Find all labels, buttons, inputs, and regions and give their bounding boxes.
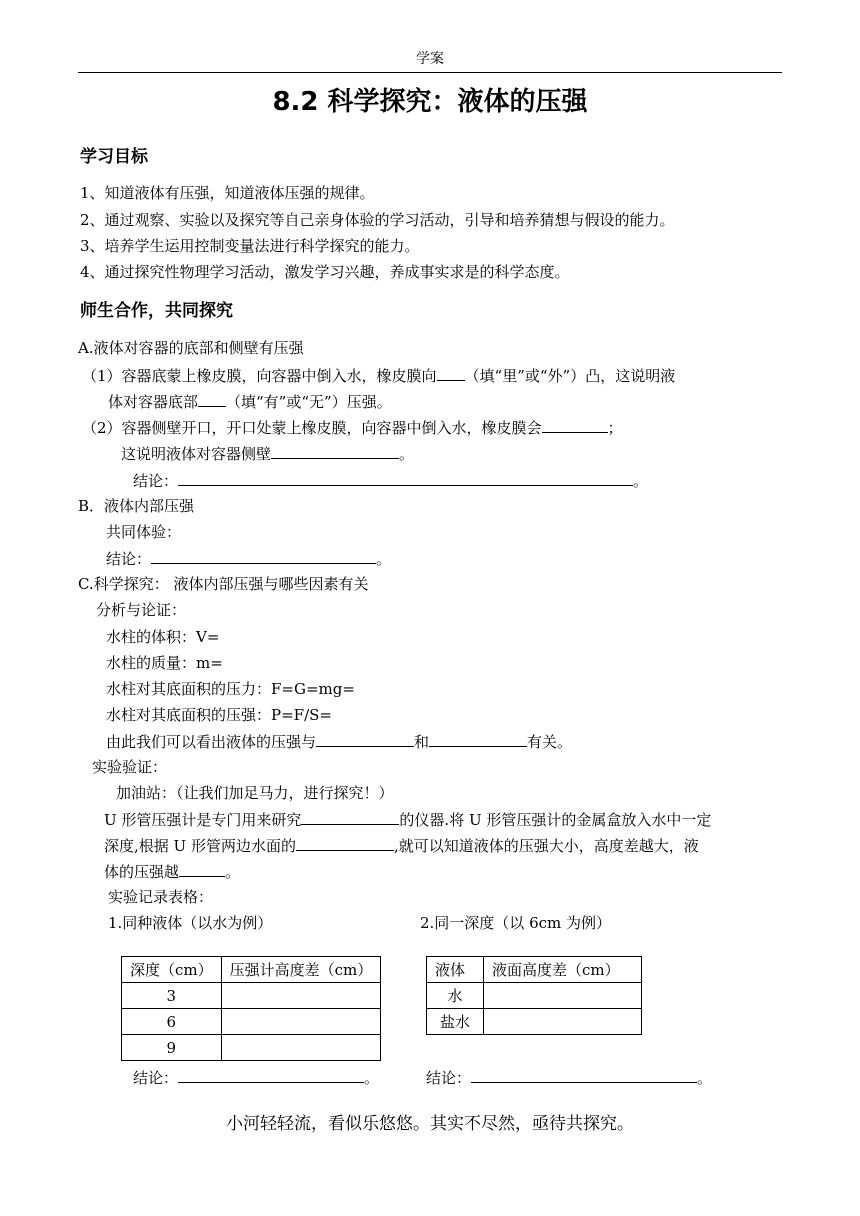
section-c-verify: 实验验证： bbox=[92, 758, 168, 776]
table-header-cell: 深度（cm） bbox=[122, 957, 222, 983]
blank-u-tube-purpose[interactable] bbox=[301, 809, 399, 825]
blank-a-conclusion[interactable] bbox=[178, 470, 633, 486]
u-tube-line-3 bbox=[104, 861, 240, 882]
table-row bbox=[122, 1009, 381, 1035]
table2-same-depth bbox=[426, 956, 642, 1035]
table-cell-height-diff[interactable] bbox=[221, 1035, 381, 1061]
footer-verse: 小河轻轻流，看似乐悠悠。其实不尽然，亟待共探究。 bbox=[226, 1114, 634, 1134]
objectives-heading: 学习目标 bbox=[80, 147, 148, 167]
table-row bbox=[427, 1009, 642, 1035]
table1-caption: 1.同种液体（以水为例） bbox=[108, 914, 273, 932]
table-cell-depth: 3 bbox=[122, 983, 222, 1009]
table-cell-height-diff[interactable] bbox=[484, 1009, 642, 1035]
q1-text-4: （填“有”或“无”）压强。 bbox=[226, 393, 392, 411]
conclusion-label: 结论： bbox=[106, 550, 152, 568]
u-tube-line-1 bbox=[104, 809, 711, 830]
table-cell-liquid: 盐水 bbox=[427, 1009, 484, 1035]
table2-conclusion bbox=[426, 1067, 712, 1088]
water-column-mass: 水柱的质量：m= bbox=[106, 654, 223, 672]
section-a-q2-line2 bbox=[121, 443, 414, 464]
table-cell-depth: 9 bbox=[122, 1035, 222, 1061]
pressure-factors-line bbox=[106, 731, 572, 752]
section-c-station: 加油站：（让我们加足马力，进行探究！） bbox=[116, 784, 394, 802]
table-header-cell: 液面高度差（cm） bbox=[484, 957, 642, 983]
u-tube-text-1: U 形管压强计是专门用来研究 bbox=[104, 811, 302, 829]
factors-text-1: 由此我们可以看出液体的压强与 bbox=[106, 733, 317, 751]
table-header-row bbox=[122, 957, 381, 983]
page-title: 8.2 科学探究：液体的压强 bbox=[272, 87, 588, 117]
q2-text-3: 这说明液体对容器侧壁 bbox=[121, 445, 272, 463]
factors-text-2: 和 bbox=[414, 733, 430, 751]
objective-item-4: 4、通过探究性物理学习活动，激发学习兴趣，养成事实求是的科学态度。 bbox=[80, 263, 570, 281]
q2-text-2: ； bbox=[607, 419, 623, 437]
table-row bbox=[122, 1035, 381, 1061]
table-cell-depth: 6 bbox=[122, 1009, 222, 1035]
q2-text-4: 。 bbox=[399, 445, 415, 463]
blank-q1-bottom-pressure[interactable] bbox=[198, 391, 226, 407]
u-tube-text-2: 的仪器.将 U 形管压强计的金属盒放入水中一定 bbox=[399, 811, 712, 829]
section-c-analysis: 分析与论证： bbox=[96, 601, 187, 619]
section-a-conclusion bbox=[133, 470, 648, 491]
q1-text-2: （填“里”或“外”）凸，这说明液 bbox=[464, 367, 676, 385]
conclusion-end: 。 bbox=[633, 472, 649, 490]
table-header-cell: 压强计高度差（cm） bbox=[221, 957, 381, 983]
conclusion-label: 结论： bbox=[426, 1069, 472, 1087]
q1-text-1: （1）容器底蒙上橡皮膜，向容器中倒入水，橡皮膜向 bbox=[82, 367, 437, 385]
section-b-conclusion bbox=[106, 548, 391, 569]
record-table-label: 实验记录表格： bbox=[108, 888, 214, 906]
blank-b-conclusion[interactable] bbox=[151, 548, 376, 564]
conclusion-label: 结论： bbox=[133, 472, 179, 490]
blank-factor-1[interactable] bbox=[316, 731, 414, 747]
cooperation-heading: 师生合作，共同探究 bbox=[80, 301, 233, 321]
page-header: 学案 bbox=[416, 51, 444, 67]
q2-text-1: （2）容器侧壁开口，开口处蒙上橡皮膜，向容器中倒入水，橡皮膜会 bbox=[82, 419, 542, 437]
objective-item-1: 1、知道液体有压强，知道液体压强的规律。 bbox=[80, 184, 375, 202]
blank-u-tube-difference[interactable] bbox=[296, 835, 394, 851]
section-a-q1-line2 bbox=[108, 391, 392, 412]
objective-item-3: 3、培养学生运用控制变量法进行科学探究的能力。 bbox=[80, 237, 420, 255]
water-column-force: 水柱对其底面积的压力：F=G=mg= bbox=[106, 680, 355, 698]
table-cell-liquid: 水 bbox=[427, 983, 484, 1009]
table1-conclusion bbox=[133, 1067, 379, 1088]
section-b-experience: 共同体验： bbox=[106, 523, 182, 541]
blank-factor-2[interactable] bbox=[429, 731, 527, 747]
table-cell-height-diff[interactable] bbox=[221, 983, 381, 1009]
blank-q1-direction[interactable] bbox=[437, 365, 465, 381]
blank-u-tube-pressure[interactable] bbox=[179, 861, 225, 877]
water-column-pressure: 水柱对其底面积的压强：P=F/S= bbox=[106, 706, 332, 724]
blank-q2-side-wall[interactable] bbox=[271, 443, 399, 459]
u-tube-text-4: ,就可以知道液体的压强大小，高度差越大，液 bbox=[393, 837, 699, 855]
section-a-q1-line1 bbox=[82, 365, 675, 386]
table-header-row bbox=[427, 957, 642, 983]
table2-caption: 2.同一深度（以 6cm 为例） bbox=[420, 914, 612, 932]
conclusion-end: 。 bbox=[697, 1069, 713, 1087]
factors-text-3: 有关。 bbox=[527, 733, 573, 751]
table-row bbox=[122, 983, 381, 1009]
blank-table1-conclusion[interactable] bbox=[178, 1067, 364, 1083]
table-row bbox=[427, 983, 642, 1009]
water-column-volume: 水柱的体积：V= bbox=[106, 628, 220, 646]
u-tube-text-3: 深度,根据 U 形管两边水面的 bbox=[104, 837, 296, 855]
section-a-title: A.液体对容器的底部和侧壁有压强 bbox=[78, 339, 304, 357]
conclusion-end: 。 bbox=[364, 1069, 380, 1087]
section-b-title: B．液体内部压强 bbox=[78, 497, 195, 515]
header-divider bbox=[78, 72, 782, 73]
table1-same-liquid bbox=[121, 956, 381, 1061]
blank-table2-conclusion[interactable] bbox=[471, 1067, 697, 1083]
u-tube-text-5: 体的压强越 bbox=[104, 863, 180, 881]
table-cell-height-diff[interactable] bbox=[221, 1009, 381, 1035]
section-a-q2-line1 bbox=[82, 417, 623, 438]
objective-item-2: 2、通过观察、实验以及探究等自己亲身体验的学习活动，引导和培养猜想与假设的能力。 bbox=[80, 211, 675, 229]
conclusion-label: 结论： bbox=[133, 1069, 179, 1087]
u-tube-line-2 bbox=[104, 835, 699, 856]
q1-text-3: 体对容器底部 bbox=[108, 393, 199, 411]
section-c-title: C.科学探究： 液体内部压强与哪些因素有关 bbox=[78, 575, 369, 593]
u-tube-text-6: 。 bbox=[225, 863, 241, 881]
table-cell-height-diff[interactable] bbox=[484, 983, 642, 1009]
table-header-cell: 液体 bbox=[427, 957, 484, 983]
blank-q2-membrane[interactable] bbox=[542, 417, 608, 433]
conclusion-end: 。 bbox=[376, 550, 392, 568]
